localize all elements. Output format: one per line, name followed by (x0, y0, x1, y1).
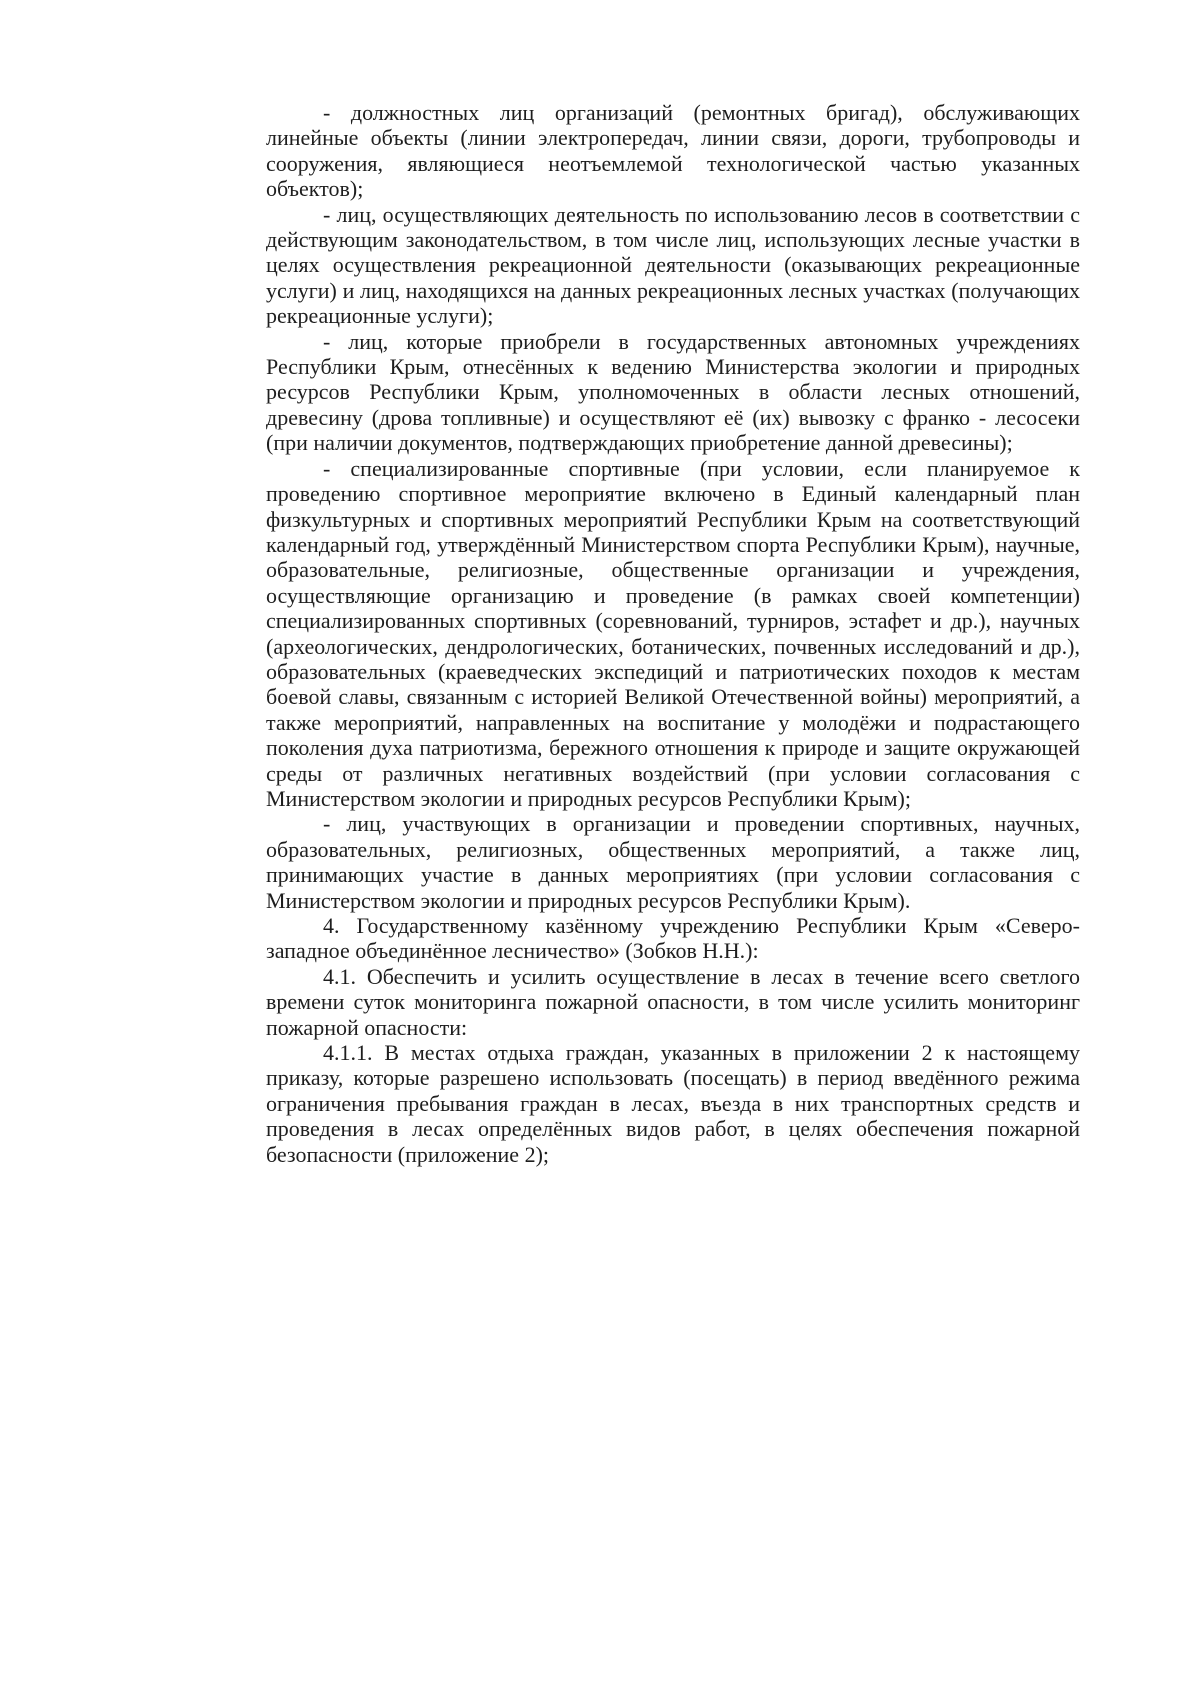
paragraph-forest-users: - лиц, осуществляющих деятельность по использованию лесов в соответствии с действующим законодательством, в том числе лиц, использующих лесные участки в целях осуществления рекреационной деятельности (оказывающих рекреационные услуги) и лиц, находящихся на данных рекреационных лесных участках (получающих рекреационные услуги); (266, 201, 1080, 329)
paragraph-event-participants: - лиц, участвующих в организации и проведении спортивных, научных, образовательных, религиозных, общественных мероприятий, а также лиц, принимающих участие в данных мероприятиях (при условии согласования с Министерством экологии и природных ресурсов Республики Крым). (266, 811, 1080, 913)
paragraph-item-4: 4. Государственному казённому учреждению Республики Крым «Северо-западное объединённое лесничество» (Зобков Н.Н.): (266, 913, 1080, 964)
paragraph-specialized-organizations: - специализированные спортивные (при условии, если планируемое к проведению спортивное мероприятие включено в Единый календарный план физкультурных и спортивных мероприятий Республики Крым на соответствующий календарный год, утверждённый Министерством спорта Республики Крым), научные, образовательные, религиозные, общественные организации и учреждения, осуществляющие организацию и проведение (в рамках своей компетенции) специализированных спортивных (соревнований, турниров, эстафет и др.), научных (археологических, дендрологических, ботанических, почвенных исследований и др.), образовательных (краеведческих экспедиций и патриотических походов к местам боевой славы, связанным с историей Великой Отечественной войны) мероприятий, а также мероприятий, направленных на воспитание у молодёжи и подрастающего поколения духа патриотизма, бережного отношения к природе и защите окружающей среды от различных негативных воздействий (при условии согласования с Министерством экологии и природных ресурсов Республики Крым); (266, 455, 1080, 811)
document-page (266, 100, 1080, 1167)
paragraph-item-4-1-1: 4.1.1. В местах отдыха граждан, указанных в приложении 2 к настоящему приказу, которые разрешено использовать (посещать) в период введённого режима ограничения пребывания граждан в лесах, въезда в них транспортных средств и проведения в лесах определённых видов работ, в целях обеспечения пожарной безопасности (приложение 2); (266, 1040, 1080, 1167)
paragraph-firewood-buyers: - лиц, которые приобрели в государственных автономных учреждениях Республики Крым, отнесённых к ведению Министерства экологии и природных ресурсов Республики Крым, уполномоченных в области лесных отношений, древесину (дрова топливные) и осуществляют её (их) вывозку с франко - лесосеки (при наличии документов, подтверждающих приобретение данной древесины); (266, 328, 1080, 456)
paragraph-item-4-1: 4.1. Обеспечить и усилить осуществление в лесах в течение всего светлого времени суток мониторинга пожарной опасности, в том числе усилить мониторинг пожарной опасности: (266, 963, 1080, 1040)
paragraph-officials-linear-objects: - должностных лиц организаций (ремонтных бригад), обслуживающих линейные объекты (линии электропередач, линии связи, дороги, трубопроводы и сооружения, являющиеся неотъемлемой технологической частью указанных объектов); (266, 100, 1080, 202)
